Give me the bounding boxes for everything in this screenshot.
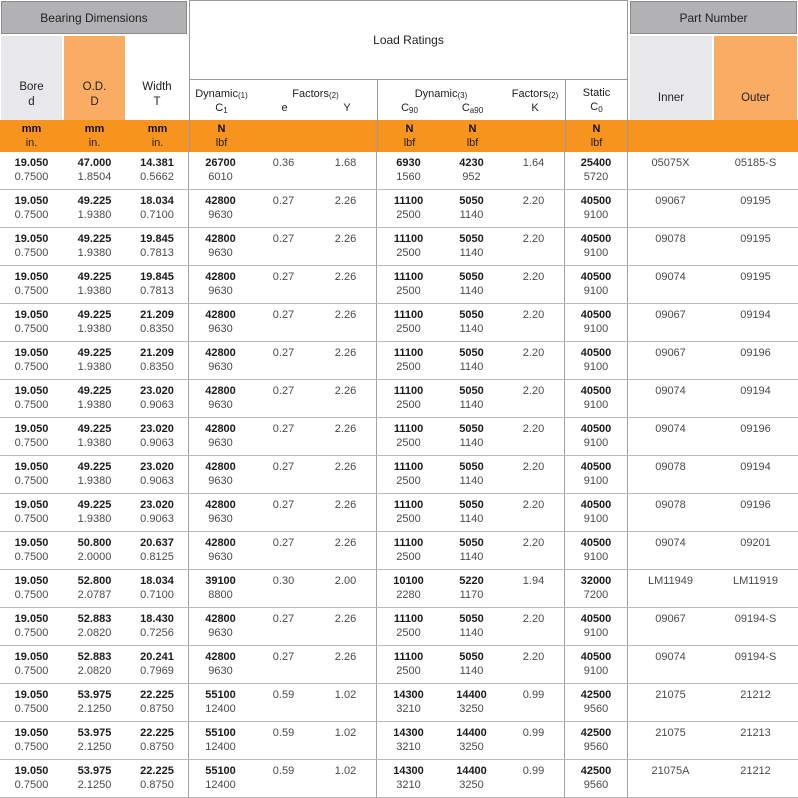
ca90-cell: 5050 1140: [459, 195, 484, 221]
e-units-blank: [253, 120, 316, 152]
c90-units: N lbf: [403, 123, 416, 149]
table-row: [0, 380, 798, 418]
inner-part-cell: 09078: [655, 499, 686, 511]
outer-part-cell: 09194-S: [734, 651, 777, 663]
bore-cell: 19.050 0.7500: [14, 423, 49, 449]
outer-part-cell: LM11919: [732, 575, 779, 587]
table-row: [0, 342, 798, 380]
inner-part-cell: 09067: [655, 347, 686, 359]
e-cell: 0.30: [272, 575, 295, 587]
e-symbol: e: [281, 102, 288, 114]
bore-cell: 19.050 0.7500: [14, 765, 49, 791]
ca90-cell: 5220 1170: [459, 575, 484, 601]
od-cell: 52.800 2.0787: [77, 575, 112, 601]
c1-cell: 55100 12400: [205, 689, 236, 715]
table-row: [0, 646, 798, 684]
outer-part-cell: 09194-S: [734, 613, 777, 625]
od-cell: 49.225 1.9380: [77, 195, 112, 221]
e-cell: 0.59: [272, 727, 295, 739]
od-cell: 49.225 1.9380: [77, 385, 112, 411]
static-subheader: [565, 79, 628, 120]
y-symbol: Y: [343, 102, 351, 114]
y-cell: 2.26: [315, 380, 377, 417]
factors-ey-label: Factors (2): [292, 88, 339, 100]
c0-cell: 40500 9100: [565, 342, 628, 379]
table-row: [0, 684, 798, 722]
ca90-cell: 5050 1140: [459, 233, 484, 259]
y-cell: 2.26: [315, 608, 377, 645]
c0-cell: 40500 9100: [565, 494, 628, 531]
width-cell: 20.637 0.8125: [126, 532, 189, 569]
c90-cell: 14300 3210: [393, 765, 424, 791]
bore-cell: 19.050 0.7500: [14, 575, 49, 601]
inner-part-cell: LM11949: [647, 575, 694, 587]
width-cell: 21.209 0.8350: [126, 304, 189, 341]
y-cell: 2.26: [315, 304, 377, 341]
width-symbol: T: [153, 96, 161, 108]
c1-cell: 42800 9630: [205, 233, 236, 259]
bore-cell: 19.050 0.7500: [14, 385, 49, 411]
inner-part-cell: 09074: [655, 423, 686, 435]
bore-cell: 19.050 0.7500: [14, 271, 49, 297]
table-row: [0, 608, 798, 646]
ca90-cell: 14400 3250: [456, 765, 487, 791]
c1-cell: 42800 9630: [205, 423, 236, 449]
bearing-dimensions-header: [1, 1, 187, 34]
c0-cell: 25400 5720: [565, 152, 628, 189]
e-cell: 0.27: [272, 347, 295, 359]
table-header: [0, 0, 798, 152]
table-row: [0, 456, 798, 494]
c90-cell: 14300 3210: [393, 727, 424, 753]
od-cell: 52.883 2.0820: [77, 651, 112, 677]
inner-part-cell: 09067: [655, 613, 686, 625]
dynamic3-factors-subheader: [377, 79, 565, 120]
bore-cell: 19.050 0.7500: [14, 195, 49, 221]
od-cell: 49.225 1.9380: [77, 461, 112, 487]
table-row: [0, 304, 798, 342]
width-cell: 20.241 0.7969: [126, 646, 189, 683]
outer-part-cell: 09195: [740, 233, 771, 245]
static-label: Static: [582, 87, 611, 100]
c0-cell: 42500 9560: [565, 684, 628, 721]
c90-cell: 11100 2500: [393, 347, 424, 373]
outer-part-cell: 09195: [740, 195, 771, 207]
k-cell: 2.20: [503, 380, 565, 417]
bore-cell: 19.050 0.7500: [14, 347, 49, 373]
ca90-cell: 14400 3250: [456, 727, 487, 753]
width-cell: 14.381 0.5662: [126, 152, 189, 189]
od-cell: 49.225 1.9380: [77, 499, 112, 525]
e-cell: 0.59: [272, 765, 295, 777]
width-cell: 19.845 0.7813: [126, 266, 189, 303]
od-cell: 49.225 1.9380: [77, 309, 112, 335]
bore-cell: 19.050 0.7500: [14, 689, 49, 715]
dynamic3-label: Dynamic (3): [414, 88, 468, 100]
k-cell: 2.20: [503, 342, 565, 379]
k-units-blank: [504, 120, 566, 152]
y-cell: 2.26: [315, 646, 377, 683]
bore-column-header: [1, 36, 62, 120]
c0-symbol: $C_0$: [590, 101, 603, 115]
dynamic1-factors-subheader: [189, 79, 377, 120]
bore-cell: 19.050 0.7500: [14, 613, 49, 639]
width-cell: 22.225 0.8750: [126, 722, 189, 759]
c0-cell: 40500 9100: [565, 532, 628, 569]
od-units: mm in.: [84, 123, 105, 149]
inner-part-cell: 09067: [655, 309, 686, 321]
c0-cell: 40500 9100: [565, 380, 628, 417]
c90-cell: 10100 2280: [393, 575, 424, 601]
e-cell: 0.27: [272, 651, 295, 663]
dynamic1-label: Dynamic (1): [195, 88, 248, 100]
inner-column-header: [630, 36, 712, 120]
od-column-header: [64, 36, 125, 120]
units-static: [565, 120, 628, 152]
c1-cell: 55100 12400: [205, 727, 236, 753]
table-row: [0, 228, 798, 266]
c0-cell: 42500 9560: [565, 722, 628, 759]
c90-cell: 11100 2500: [393, 499, 424, 525]
k-symbol: K: [531, 102, 539, 114]
c1-cell: 42800 9630: [205, 461, 236, 487]
c0-cell: 32000 7200: [565, 570, 628, 607]
y-cell: 2.26: [315, 532, 377, 569]
od-cell: 49.225 1.9380: [77, 271, 112, 297]
table-row: [0, 570, 798, 608]
part-number-header: [630, 1, 797, 34]
c1-cell: 42800 9630: [205, 651, 236, 677]
k-cell: 2.20: [503, 608, 565, 645]
inner-part-cell: 09067: [655, 195, 686, 207]
bore-cell: 19.050 0.7500: [14, 309, 49, 335]
k-cell: 2.20: [503, 266, 565, 303]
e-cell: 0.27: [272, 613, 295, 625]
ca90-cell: 5050 1140: [459, 309, 484, 335]
c1-symbol: $C_1$: [215, 102, 228, 115]
units-part-number-blank: [628, 120, 798, 152]
width-cell: 23.020 0.9063: [126, 380, 189, 417]
part-number-label: Part Number: [679, 10, 748, 25]
od-cell: 50.800 2.0000: [77, 537, 112, 563]
k-cell: 2.20: [503, 228, 565, 265]
inner-part-cell: 21075: [655, 727, 686, 739]
outer-part-cell: 09196: [740, 347, 771, 359]
outer-part-cell: 09194: [740, 461, 771, 473]
y-cell: 1.02: [315, 684, 377, 721]
ca90-cell: 5050 1140: [459, 271, 484, 297]
c1-cell: 42800 9630: [205, 347, 236, 373]
c1-cell: 42800 9630: [205, 385, 236, 411]
e-cell: 0.27: [272, 537, 295, 549]
e-cell: 0.27: [272, 271, 295, 283]
table-row: [0, 266, 798, 304]
c0-cell: 40500 9100: [565, 228, 628, 265]
bore-cell: 19.050 0.7500: [14, 461, 49, 487]
table-row: [0, 532, 798, 570]
width-cell: 23.020 0.9063: [126, 494, 189, 531]
y-cell: 1.02: [315, 760, 377, 797]
e-cell: 0.27: [272, 461, 295, 473]
od-label: O.D.: [82, 81, 107, 93]
c90-symbol: $C_{90}$: [401, 102, 418, 115]
factors-k-label: Factors (2): [511, 88, 559, 100]
e-cell: 0.27: [272, 385, 295, 397]
e-cell: 0.36: [272, 157, 295, 169]
width-cell: 18.430 0.7256: [126, 608, 189, 645]
width-cell: 23.020 0.9063: [126, 456, 189, 493]
width-cell: 18.034 0.7100: [126, 570, 189, 607]
inner-part-cell: 09074: [655, 651, 686, 663]
c1-units: N lbf: [215, 123, 228, 149]
c90-cell: 11100 2500: [393, 309, 424, 335]
bore-symbol: d: [28, 96, 35, 108]
c90-cell: 11100 2500: [393, 461, 424, 487]
e-cell: 0.59: [272, 689, 295, 701]
ca90-cell: 5050 1140: [459, 613, 484, 639]
c0-cell: 40500 9100: [565, 456, 628, 493]
k-cell: 2.20: [503, 494, 565, 531]
inner-part-cell: 09074: [655, 537, 686, 549]
y-cell: 2.26: [315, 494, 377, 531]
outer-part-cell: 21212: [740, 689, 771, 701]
e-cell: 0.27: [272, 195, 295, 207]
od-cell: 53.975 2.1250: [77, 765, 112, 791]
ca90-cell: 5050 1140: [459, 347, 484, 373]
c1-cell: 42800 9630: [205, 537, 236, 563]
c0-cell: 40500 9100: [565, 304, 628, 341]
bore-cell: 19.050 0.7500: [14, 727, 49, 753]
k-cell: 0.99: [503, 760, 565, 797]
ca90-cell: 5050 1140: [459, 423, 484, 449]
k-cell: 2.20: [503, 190, 565, 227]
inner-part-cell: 05075X: [651, 157, 690, 169]
width-cell: 22.225 0.8750: [126, 684, 189, 721]
load-ratings-label: Load Ratings: [373, 33, 444, 47]
od-cell: 49.225 1.9380: [77, 347, 112, 373]
c1-cell: 42800 9630: [205, 195, 236, 221]
outer-part-cell: 21212: [740, 765, 771, 777]
y-cell: 2.26: [315, 342, 377, 379]
bore-cell: 19.050 0.7500: [14, 233, 49, 259]
ca90-cell: 5050 1140: [459, 537, 484, 563]
y-cell: 2.26: [315, 456, 377, 493]
c1-cell: 42800 9630: [205, 309, 236, 335]
inner-part-cell: 09078: [655, 461, 686, 473]
k-cell: 0.99: [503, 684, 565, 721]
od-cell: 53.975 2.1250: [77, 689, 112, 715]
od-cell: 47.000 1.8504: [77, 157, 112, 183]
inner-part-cell: 21075A: [651, 765, 690, 777]
c0-cell: 40500 9100: [565, 190, 628, 227]
table-row: [0, 418, 798, 456]
c1-cell: 26700 6010: [205, 157, 236, 183]
bore-cell: 19.050 0.7500: [14, 651, 49, 677]
width-cell: 23.020 0.9063: [126, 418, 189, 455]
ca90-cell: 5050 1140: [459, 461, 484, 487]
table-row: [0, 190, 798, 228]
k-cell: 1.94: [503, 570, 565, 607]
k-cell: 2.20: [503, 646, 565, 683]
bore-cell: 19.050 0.7500: [14, 537, 49, 563]
c0-cell: 42500 9560: [565, 760, 628, 797]
od-cell: 53.975 2.1250: [77, 727, 112, 753]
c0-cell: 40500 9100: [565, 608, 628, 645]
k-cell: 0.99: [503, 722, 565, 759]
c0-cell: 40500 9100: [565, 266, 628, 303]
ca90-units: N lbf: [466, 123, 479, 149]
c90-cell: 11100 2500: [393, 271, 424, 297]
units-dynamic3: [377, 120, 565, 152]
bore-units: mm in.: [21, 123, 42, 149]
c90-cell: 11100 2500: [393, 651, 424, 677]
ca90-cell: 5050 1140: [459, 385, 484, 411]
y-cell: 2.00: [315, 570, 377, 607]
ca90-cell: 4230 952: [459, 157, 484, 183]
y-cell: 1.68: [315, 152, 377, 189]
c90-cell: 11100 2500: [393, 195, 424, 221]
c0-units: N lbf: [590, 123, 603, 149]
c1-cell: 39100 8800: [205, 575, 236, 601]
c90-cell: 11100 2500: [393, 233, 424, 259]
y-cell: 2.26: [315, 190, 377, 227]
width-cell: 19.845 0.7813: [126, 228, 189, 265]
ca90-cell: 5050 1140: [459, 499, 484, 525]
od-cell: 49.225 1.9380: [77, 423, 112, 449]
c1-cell: 42800 9630: [205, 499, 236, 525]
k-cell: 1.64: [503, 152, 565, 189]
c90-cell: 11100 2500: [393, 385, 424, 411]
width-label: Width: [142, 81, 172, 93]
bearing-dimensions-label: Bearing Dimensions: [40, 10, 148, 25]
inner-part-cell: 09078: [655, 233, 686, 245]
c1-cell: 55100 12400: [205, 765, 236, 791]
units-dynamic1: [189, 120, 377, 152]
c0-cell: 40500 9100: [565, 646, 628, 683]
inner-part-cell: 21075: [655, 689, 686, 701]
inner-label: Inner: [657, 92, 685, 104]
e-cell: 0.27: [272, 233, 295, 245]
c90-cell: 6930 1560: [396, 157, 421, 183]
inner-part-cell: 09074: [655, 385, 686, 397]
table-body: [0, 152, 798, 798]
load-ratings-header: [189, 0, 628, 79]
outer-part-cell: 09194: [740, 385, 771, 397]
e-cell: 0.27: [272, 499, 295, 511]
c1-cell: 42800 9630: [205, 271, 236, 297]
width-units: mm in.: [147, 123, 168, 149]
c90-cell: 11100 2500: [393, 613, 424, 639]
table-row: [0, 722, 798, 760]
y-units-blank: [316, 120, 378, 152]
bore-cell: 19.050 0.7500: [14, 499, 49, 525]
bore-label: Bore: [19, 81, 44, 93]
e-cell: 0.27: [272, 309, 295, 321]
width-cell: 18.034 0.7100: [126, 190, 189, 227]
y-cell: 1.02: [315, 722, 377, 759]
bore-cell: 19.050 0.7500: [14, 157, 49, 183]
inner-part-cell: 09074: [655, 271, 686, 283]
y-cell: 2.26: [315, 418, 377, 455]
y-cell: 2.26: [315, 266, 377, 303]
ca90-cell: 14400 3250: [456, 689, 487, 715]
outer-part-cell: 21213: [740, 727, 771, 739]
table-row: [0, 152, 798, 190]
width-cell: 22.225 0.8750: [126, 760, 189, 797]
k-cell: 2.20: [503, 304, 565, 341]
c90-cell: 11100 2500: [393, 537, 424, 563]
units-dimensions: [0, 120, 189, 152]
width-cell: 21.209 0.8350: [126, 342, 189, 379]
od-cell: 52.883 2.0820: [77, 613, 112, 639]
table-row: [0, 494, 798, 532]
ca90-symbol: $C_{a90}$: [461, 102, 484, 115]
od-cell: 49.225 1.9380: [77, 233, 112, 259]
outer-part-cell: 09196: [740, 499, 771, 511]
outer-column-header: [714, 36, 797, 120]
e-cell: 0.27: [272, 423, 295, 435]
c90-cell: 11100 2500: [393, 423, 424, 449]
outer-part-cell: 05185-S: [734, 157, 777, 169]
outer-part-cell: 09194: [740, 309, 771, 321]
width-column-header: [127, 36, 187, 120]
k-cell: 2.20: [503, 532, 565, 569]
ca90-cell: 5050 1140: [459, 651, 484, 677]
c90-cell: 14300 3210: [393, 689, 424, 715]
outer-part-cell: 09195: [740, 271, 771, 283]
outer-label: Outer: [741, 92, 770, 104]
k-cell: 2.20: [503, 418, 565, 455]
table-row: [0, 760, 798, 798]
c0-cell: 40500 9100: [565, 418, 628, 455]
c1-cell: 42800 9630: [205, 613, 236, 639]
y-cell: 2.26: [315, 228, 377, 265]
k-cell: 2.20: [503, 456, 565, 493]
od-symbol: D: [90, 96, 99, 108]
outer-part-cell: 09196: [740, 423, 771, 435]
outer-part-cell: 09201: [740, 537, 771, 549]
